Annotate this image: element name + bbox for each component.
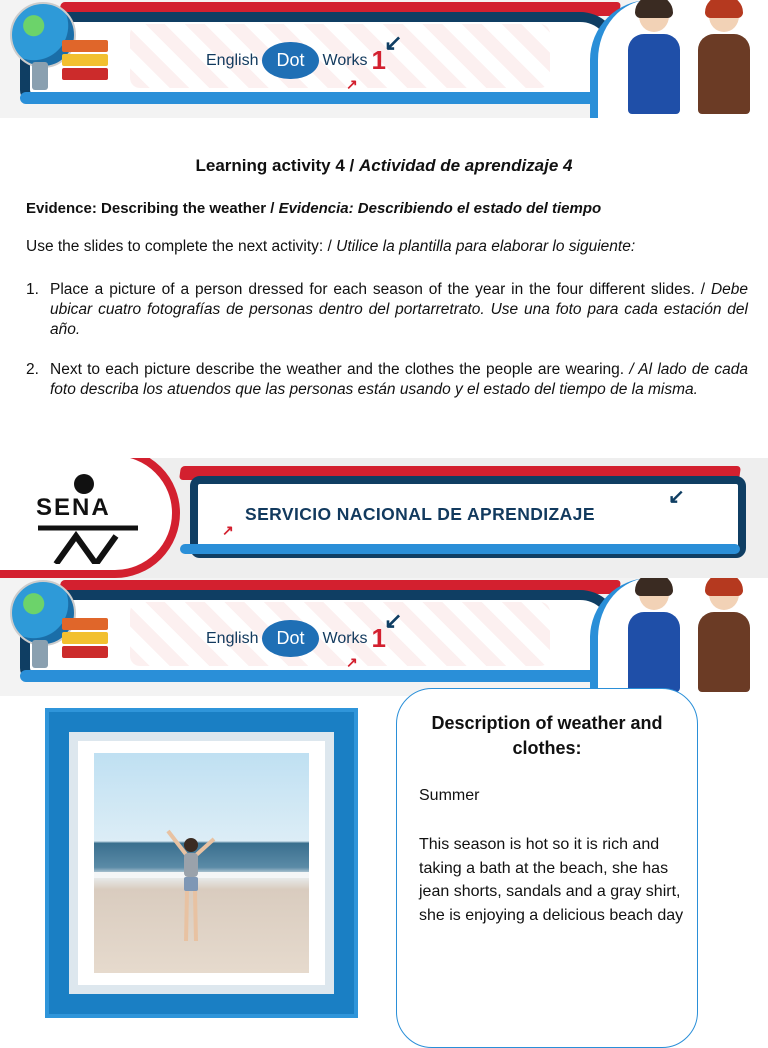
logo-english: English	[206, 629, 259, 647]
picture-frame	[45, 708, 358, 1018]
arrow-up-right-icon: ↗	[222, 522, 234, 538]
globe-stand	[32, 62, 48, 90]
boy-student-illustration	[698, 578, 750, 692]
instruction-text	[26, 238, 748, 256]
instruction-es: Utilice la plantilla para elaborar lo siguiente:	[336, 238, 636, 255]
logo-dot-bubble: Dot	[262, 620, 318, 657]
step-number: 2.	[26, 361, 39, 378]
step-text-es: / Al lado de cada foto describa los atuendos que las personas están usando y el estado del tiempo de la misma.	[50, 361, 748, 398]
description-body: This season is hot so it is rich and taking a bath at the beach, she has jean shorts, sandals and a gray shirt, she is enjoying a delicious beach day	[419, 836, 684, 924]
season-label: Summer	[419, 787, 480, 804]
activity-title-en: Learning activity 4 /	[195, 156, 359, 175]
activity-title-es: Actividad de aprendizaje 4	[358, 156, 573, 175]
list-item	[26, 360, 748, 400]
arrow-up-right-icon: ↗	[346, 654, 358, 670]
logo-works: Works	[322, 629, 368, 647]
girl-student-illustration	[628, 578, 680, 692]
globe-stand	[32, 640, 48, 668]
english-dot-works-logo	[206, 42, 386, 79]
step-text-en: Place a picture of a person dressed for each season of the year in the four different slides. /	[50, 281, 711, 298]
english-dot-works-banner-bottom	[0, 578, 768, 696]
activity-title	[0, 156, 768, 176]
picture-frame-inner	[78, 741, 325, 985]
instruction-en: Use the slides to complete the next activity: /	[26, 238, 337, 255]
girl-on-beach-figure	[166, 823, 216, 953]
logo-dot-bubble: Dot	[262, 42, 318, 79]
boy-student-illustration	[698, 0, 750, 114]
description-title: Description of weather and clothes:	[431, 713, 663, 758]
books-icon	[62, 618, 108, 670]
step-text-en: Next to each picture describe the weather and the clothes the people are wearing.	[50, 361, 630, 378]
banner-blue-stripe	[20, 670, 670, 682]
steps-list	[26, 280, 748, 420]
logo-english: English	[206, 51, 259, 69]
evidence-en: Evidence: Describing the weather /	[26, 200, 279, 217]
sena-logo-mark-icon	[38, 524, 138, 564]
step-text-es: Debe ubicar cuatro fotografías de personas dentro del portarretrato. Use una foto para cada estación del año.	[50, 281, 748, 338]
banner-blue-stripe	[20, 92, 670, 104]
sena-banner-blue-stripe	[180, 544, 740, 554]
english-dot-works-banner-top	[0, 0, 768, 118]
arrow-down-left-icon: ↙	[384, 608, 403, 633]
step-number: 1.	[26, 281, 39, 298]
sena-logo-head	[74, 474, 94, 494]
english-dot-works-logo	[206, 620, 386, 657]
sena-banner	[0, 458, 768, 578]
logo-number: 1	[371, 623, 387, 653]
arrow-down-left-icon: ↙	[668, 486, 685, 508]
sena-logo-text: SENA	[36, 494, 111, 521]
description-box	[396, 688, 698, 1048]
arrow-down-left-icon: ↙	[384, 30, 403, 55]
girl-student-illustration	[628, 0, 680, 114]
evidence-es: Evidencia: Describiendo el estado del tiempo	[278, 200, 602, 217]
students-illustration	[590, 578, 768, 696]
evidence-heading	[26, 200, 601, 217]
students-illustration	[590, 0, 768, 118]
picture-frame-mat	[69, 732, 334, 994]
sena-full-name: SERVICIO NACIONAL DE APRENDIZAJE	[245, 504, 595, 524]
arrow-up-right-icon: ↗	[346, 76, 358, 92]
beach-photo	[94, 753, 309, 973]
logo-works: Works	[322, 51, 368, 69]
list-item	[26, 280, 748, 340]
logo-number: 1	[371, 45, 387, 75]
books-icon	[62, 40, 108, 92]
